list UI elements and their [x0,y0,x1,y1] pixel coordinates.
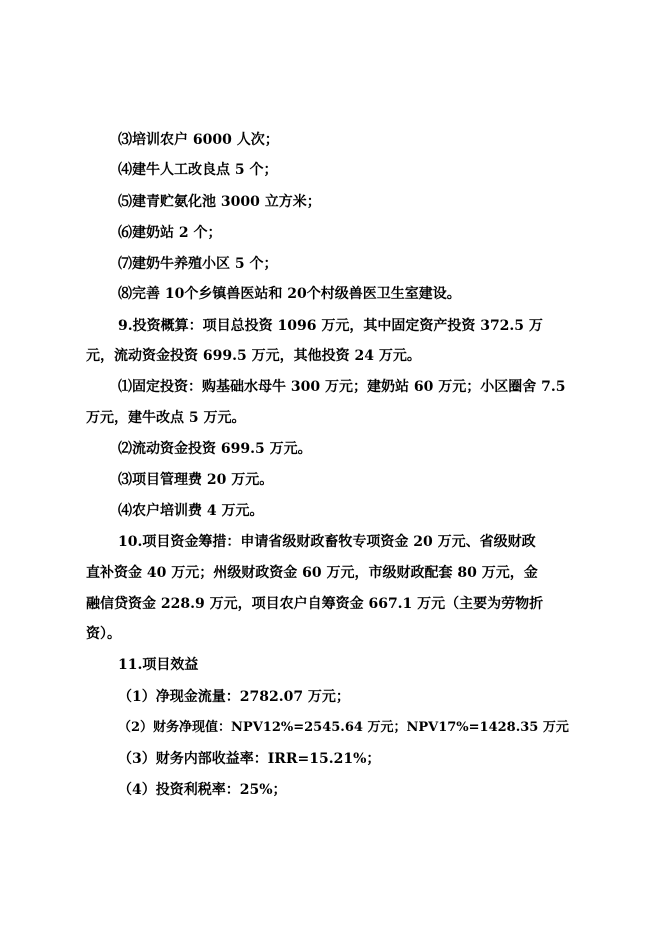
text-line-15: 直补资金 40 万元；州级财政资金 60 万元，市级财政配套 80 万元，金 [86,565,538,581]
text-line-16: 融信贷资金 228.9 万元，项目农户自筹资金 667.1 万元（主要为劳物折 [86,596,544,612]
text-line-12: ⑶项目管理费 20 万元。 [118,472,274,488]
text-line-17: 资）。 [86,626,121,642]
text-line-10: 万元，建牛改点 5 万元。 [86,410,246,426]
text-line-4: ⑹建奶站 2 个； [118,225,222,241]
text-line-21: （3）财务内部收益率：IRR=15.21%； [118,751,381,767]
text-line-19: （1）净现金流量：2782.07 万元； [118,689,350,705]
text-line-6: ⑻完善 10个乡镇兽医站和 20个村级兽医卫生室建设。 [118,286,461,302]
text-line-9: ⑴固定投资：购基础水母牛 300 万元；建奶站 60 万元；小区圈舍 7.5 [118,379,566,395]
text-line-5: ⑺建奶牛养殖小区 5 个； [118,256,278,272]
text-line-2: ⑷建牛人工改良点 5 个； [118,162,278,178]
text-line-22: （4）投资利税率：25%； [118,782,287,798]
text-line-11: ⑵流动资金投资 699.5 万元。 [118,441,312,457]
text-line-18: 11.项目效益 [118,657,199,673]
text-line-1: ⑶培训农户 6000 人次； [118,132,279,148]
text-line-13: ⑷农户培训费 4 万元。 [118,503,264,519]
text-line-8: 元，流动资金投资 699.5 万元，其他投资 24 万元。 [86,348,421,364]
text-line-7: 9.投资概算：项目总投资 1096 万元，其中固定资产投资 372.5 万 [118,318,543,334]
text-line-20: （2）财务净现值：NPV12%=2545.64 万元；NPV17%=1428.35 万元 [118,720,569,735]
text-line-14: 10.项目资金筹措：申请省级财政畜牧专项资金 20 万元、省级财政 [118,534,536,550]
text-line-3: ⑸建青贮氨化池 3000 立方米； [118,194,321,210]
